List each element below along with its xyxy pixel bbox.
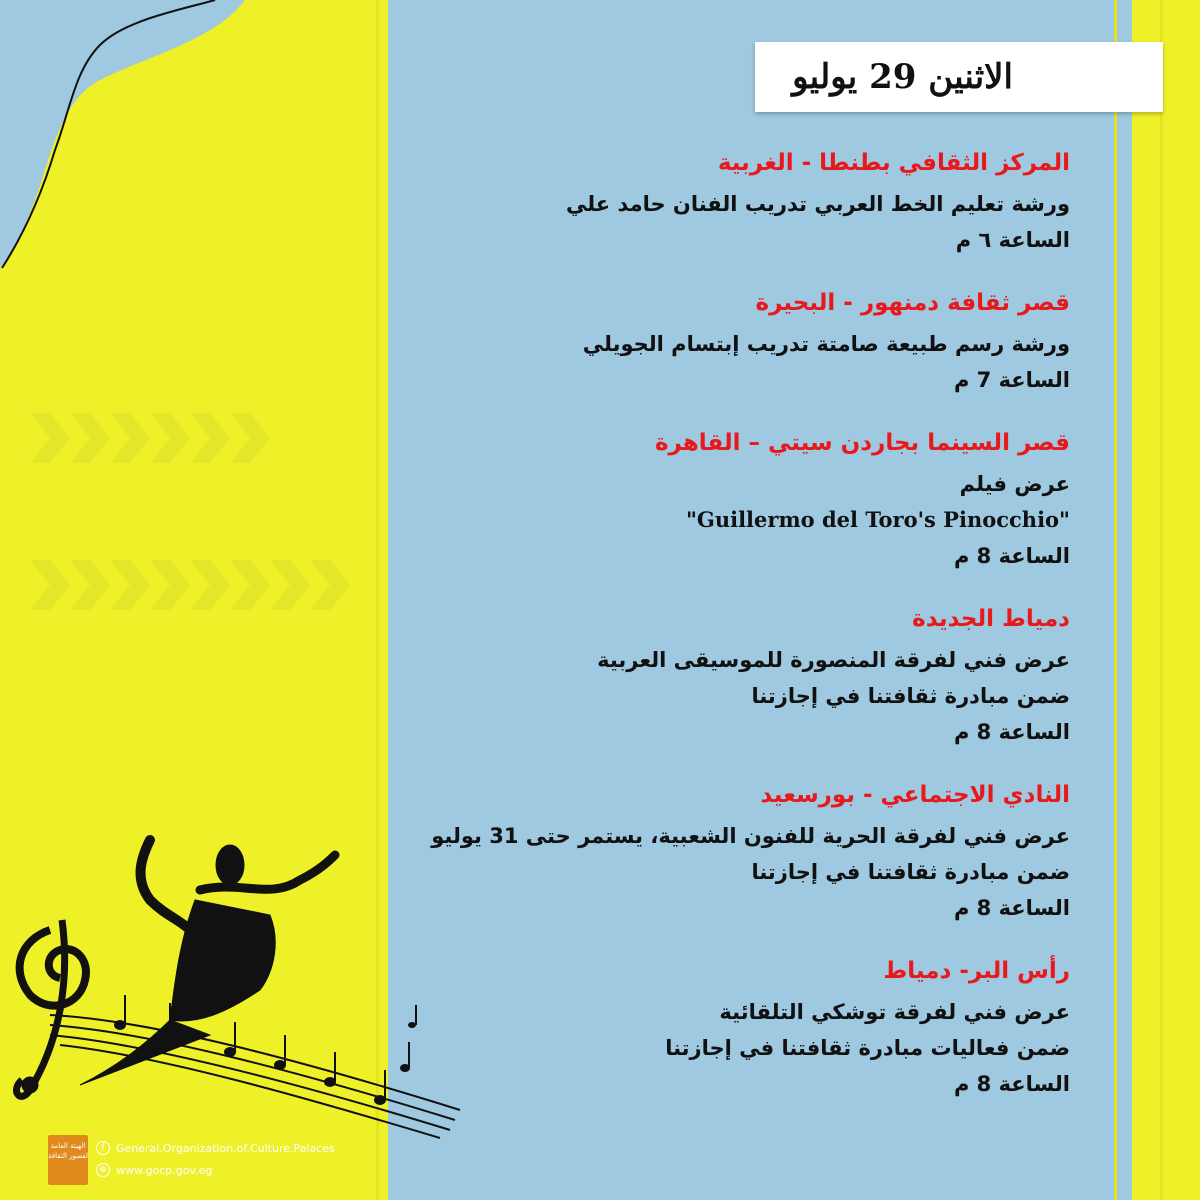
event-item <box>430 596 1070 750</box>
event-description: عرض فني لفرقة توشكي التلقائية <box>719 1000 1070 1024</box>
event-venue: رأس البر- دمياط <box>883 958 1070 984</box>
event-item <box>430 140 1070 258</box>
event-description: عرض فني لفرقة الحرية للفنون الشعبية، يستمر حتى 31 يوليو <box>431 824 1070 848</box>
facebook-handle: General.Organization.of.Culture.Palaces <box>116 1141 335 1155</box>
event-time: الساعة 8 م <box>953 720 1070 744</box>
chevron-decoration-lower <box>0 555 380 615</box>
event-venue: المركز الثقافي بطنطا - الغربية <box>717 150 1070 176</box>
website-link[interactable] <box>96 1163 212 1177</box>
event-item <box>430 420 1070 574</box>
event-description: عرض فني لفرقة المنصورة للموسيقى العربية <box>597 648 1070 672</box>
panel-stripe <box>1114 0 1117 1200</box>
facebook-link[interactable] <box>96 1141 335 1155</box>
panel-stripe <box>1160 0 1163 1200</box>
facebook-icon: f <box>96 1141 110 1155</box>
event-time: الساعة 7 م <box>953 368 1070 392</box>
event-time: الساعة 8 م <box>953 544 1070 568</box>
chevron-decoration-upper <box>0 408 300 468</box>
event-description: ورشة تعليم الخط العربي تدريب الفنان حامد علي <box>565 192 1070 216</box>
website-url: www.gocp.gov.eg <box>116 1163 213 1177</box>
event-venue: النادي الاجتماعي - بورسعيد <box>760 782 1070 808</box>
gocp-logo <box>48 1135 88 1185</box>
event-initiative: ضمن مبادرة ثقافتنا في إجازتنا <box>751 684 1070 708</box>
event-description: عرض فيلم <box>959 472 1070 496</box>
date-header-box <box>755 42 1163 112</box>
event-initiative: ضمن مبادرة ثقافتنا في إجازتنا <box>751 860 1070 884</box>
event-item <box>430 772 1070 926</box>
event-item <box>430 948 1070 1102</box>
event-time: الساعة 8 م <box>953 1072 1070 1096</box>
event-description: ورشة رسم طبيعة صامتة تدريب إبتسام الجويلي <box>582 332 1070 356</box>
event-initiative: ضمن فعاليات مبادرة ثقافتنا في إجازتنا <box>665 1036 1070 1060</box>
event-venue: قصر السينما بجاردن سيتي – القاهرة <box>654 430 1070 456</box>
globe-icon: ⊕ <box>96 1163 110 1177</box>
logo-text: الهيئة العامة لقصور الثقافة <box>48 1142 88 1160</box>
event-time: الساعة ٦ م <box>955 228 1070 252</box>
event-venue: قصر ثقافة دمنهور - البحيرة <box>755 290 1070 316</box>
dancer-illustration <box>0 820 500 1140</box>
blue-wave-decoration <box>0 0 260 280</box>
event-film-title: "Guillermo del Toro's Pinocchio" <box>685 507 1070 532</box>
event-time: الساعة 8 م <box>953 896 1070 920</box>
event-venue: دمياط الجديدة <box>912 606 1070 632</box>
date-header: الاثنين 29 يوليو <box>792 57 1013 97</box>
events-list <box>430 140 1070 1102</box>
event-item <box>430 280 1070 398</box>
